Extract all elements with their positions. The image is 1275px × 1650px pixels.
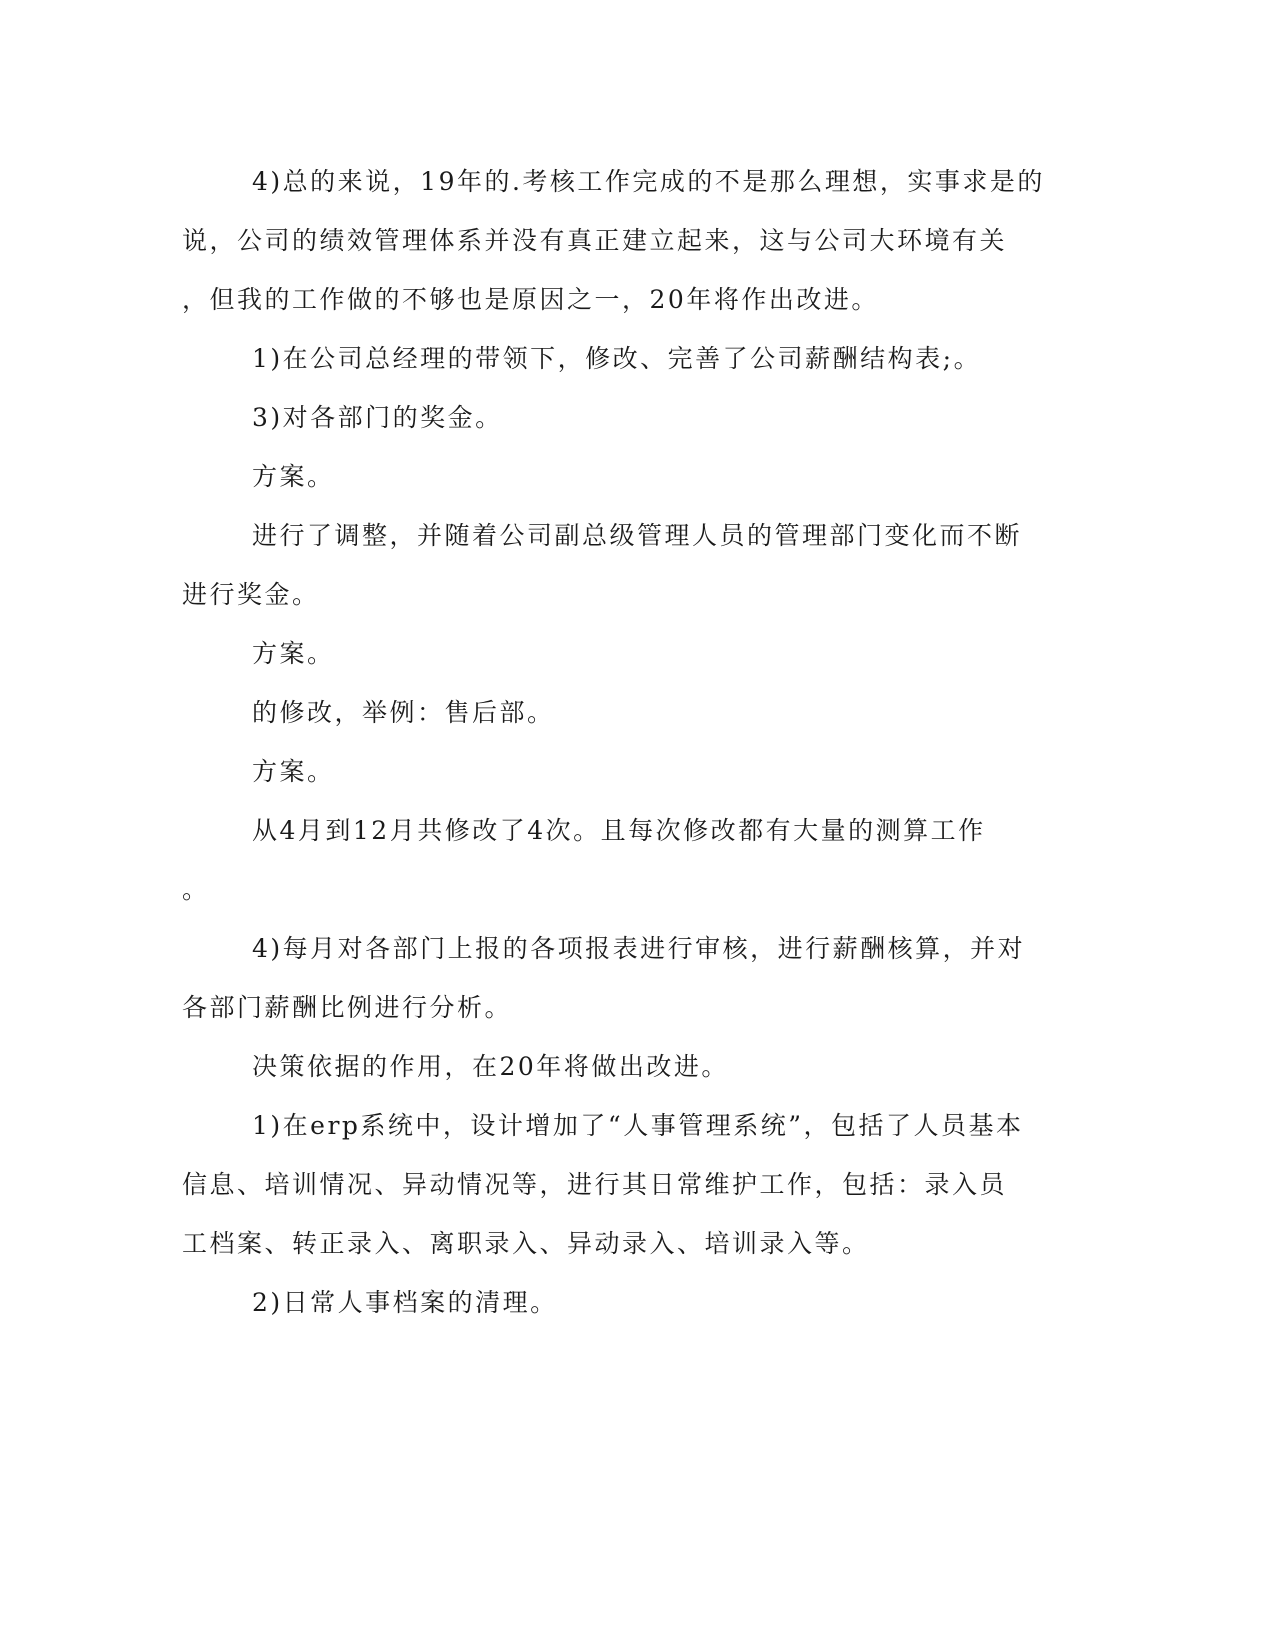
document-body <box>182 152 1062 1332</box>
body-line: 4)总的来说，19年的.考核工作完成的不是那么理想，实事求是的 <box>252 167 1045 196</box>
body-line: 方案。 <box>252 639 335 668</box>
body-line: ，但我的工作做的不够也是原因之一，20年将作出改进。 <box>182 285 879 314</box>
body-line: 1)在erp系统中，设计增加了“人事管理系统”，包括了人员基本 <box>252 1111 1024 1140</box>
body-line: 工档案、转正录入、离职录入、异动录入、培训录入等。 <box>182 1229 870 1258</box>
body-line: 4)每月对各部门上报的各项报表进行审核，进行薪酬核算，并对 <box>252 934 1026 963</box>
body-line: 。 <box>182 875 210 904</box>
body-line: 方案。 <box>252 757 335 786</box>
body-line: 2)日常人事档案的清理。 <box>252 1288 558 1317</box>
body-line: 说，公司的绩效管理体系并没有真正建立起来，这与公司大环境有关 <box>182 226 1008 255</box>
body-line: 的修改，举例：售后部。 <box>252 698 555 727</box>
body-line: 各部门薪酬比例进行分析。 <box>182 993 513 1022</box>
body-line: 进行了调整，并随着公司副总级管理人员的管理部门变化而不断 <box>252 521 1023 550</box>
body-line: 方案。 <box>252 462 335 491</box>
body-line: 1)在公司总经理的带领下，修改、完善了公司薪酬结构表;。 <box>252 344 982 373</box>
body-line: 从4月到12月共修改了4次。且每次修改都有大量的测算工作 <box>252 816 986 845</box>
body-line: 决策依据的作用，在20年将做出改进。 <box>252 1052 729 1081</box>
body-line: 3)对各部门的奖金。 <box>252 403 503 432</box>
body-line: 进行奖金。 <box>182 580 320 609</box>
body-line: 信息、培训情况、异动情况等，进行其日常维护工作，包括：录入员 <box>182 1170 1008 1199</box>
